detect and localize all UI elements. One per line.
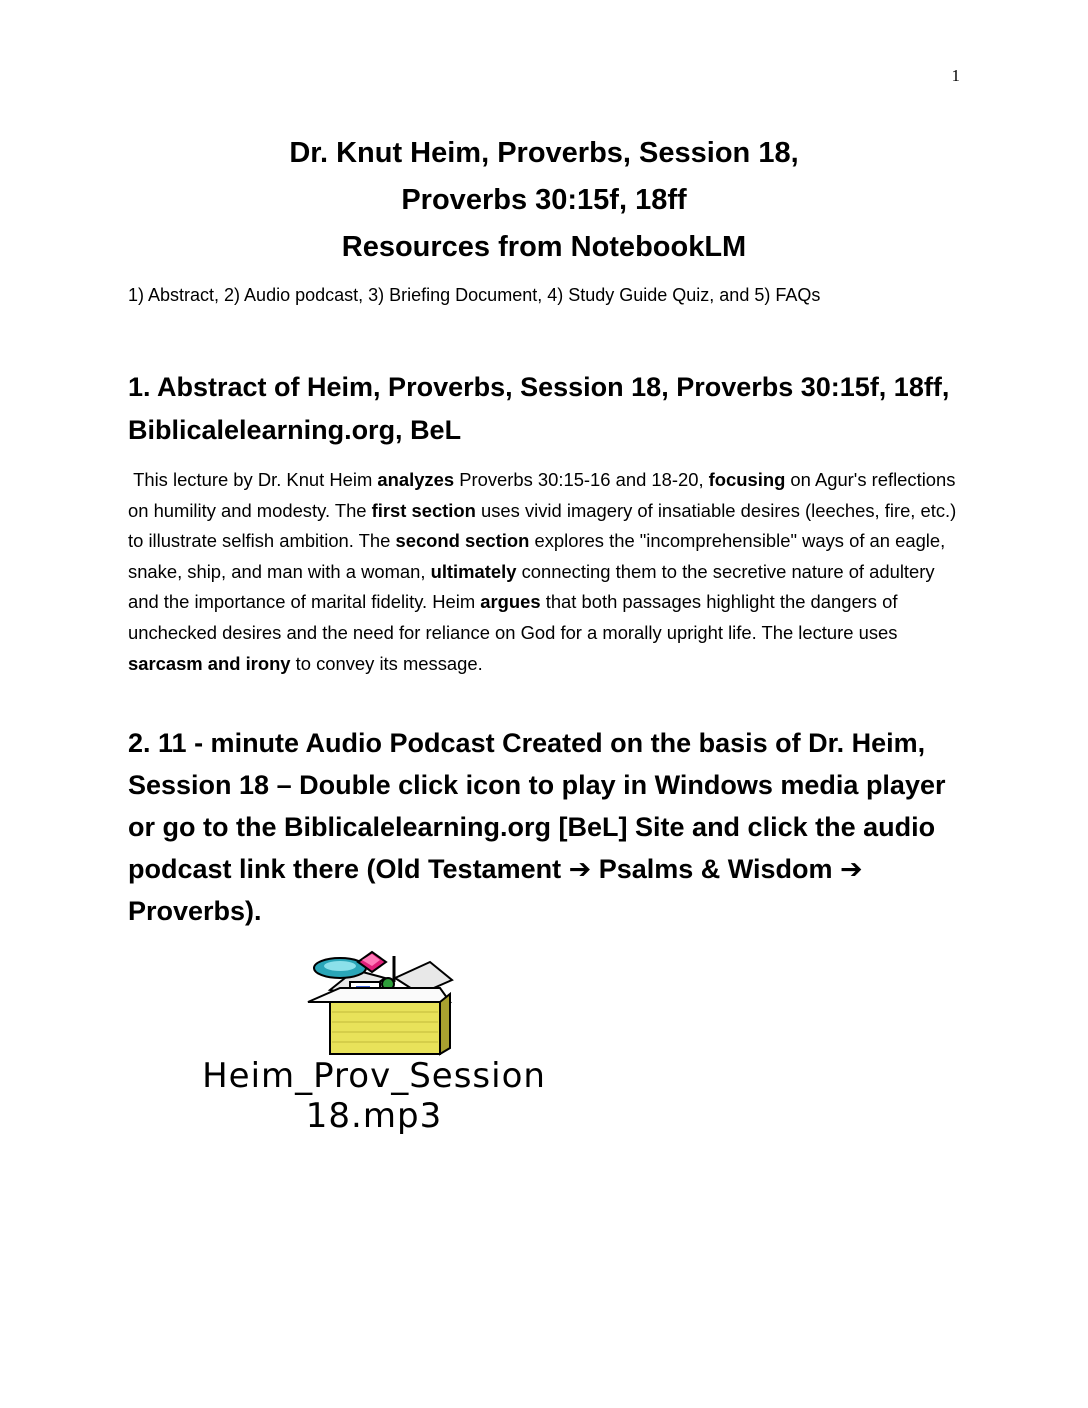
file-name-line-2: 18.mp3	[305, 1096, 443, 1136]
audio-file-name[interactable]	[128, 1056, 620, 1136]
package-icon[interactable]	[300, 948, 460, 1058]
resources-list: 1) Abstract, 2) Audio podcast, 3) Briefing Document, 4) Study Guide Quiz, and 5) FAQs	[128, 285, 821, 305]
abstract-bold: analyzes	[377, 469, 455, 490]
podcast-heading	[128, 722, 968, 932]
abstract-bold: sarcasm and irony	[128, 652, 291, 674]
title-line-1: Dr. Knut Heim, Proverbs, Session 18,	[289, 137, 799, 169]
abstract-text: explores the "incomprehensible" ways of an eagle, snake, ship, and man with a woman,	[128, 530, 946, 582]
abstract-text: connecting them to the secretive nature of adultery and the importance of marital fidelity. Heim	[128, 560, 935, 613]
abstract-text: that both passages highlight the dangers of unchecked desires and the need for reliance on God for a morally upright life. The lecture uses	[128, 591, 898, 643]
podcast-heading-text: Psalms & Wisdom	[591, 854, 841, 884]
podcast-heading-text: 2. 11 - minute Audio Podcast Created on the basis of Dr. Heim, Session 18 – Double click icon to play in Windows media player or go to the Biblicalelearning.org [BeL] Site and click the audio podcast link there (Old Testament	[128, 728, 946, 884]
abstract-paragraph	[128, 465, 960, 679]
arrow-right-icon: ➔	[840, 854, 863, 884]
podcast-heading-text: Proverbs).	[128, 896, 262, 926]
abstract-text: uses vivid imagery of insatiable desires (leeches, fire, etc.) to illustrate selfish ambition. The	[128, 499, 957, 552]
file-name-line-1: Heim_Prov_Session	[202, 1056, 546, 1096]
abstract-bold: focusing	[708, 469, 786, 490]
abstract-text: on Agur's reflections on humility and modesty. The	[128, 469, 956, 521]
arrow-right-icon: ➔	[568, 854, 592, 884]
abstract-heading: 1. Abstract of Heim, Proverbs, Session 18, Proverbs 30:15f, 18ff, Biblicalelearning.org, BeL	[128, 372, 950, 445]
title-line-2: Proverbs 30:15f, 18ff	[401, 184, 687, 216]
abstract-bold: argues	[480, 591, 541, 613]
abstract-text: This lecture by Dr. Knut Heim	[133, 469, 378, 490]
abstract-bold: ultimately	[430, 560, 517, 582]
page-number: 1	[951, 66, 960, 85]
abstract-text: to convey its message.	[290, 652, 483, 674]
title-line-3: Resources from NotebookLM	[341, 231, 747, 263]
abstract-bold: second section	[395, 530, 530, 552]
abstract-text: Proverbs 30:15-16 and 18-20,	[454, 469, 709, 490]
document-title	[0, 130, 1088, 271]
abstract-bold: first section	[371, 499, 476, 521]
